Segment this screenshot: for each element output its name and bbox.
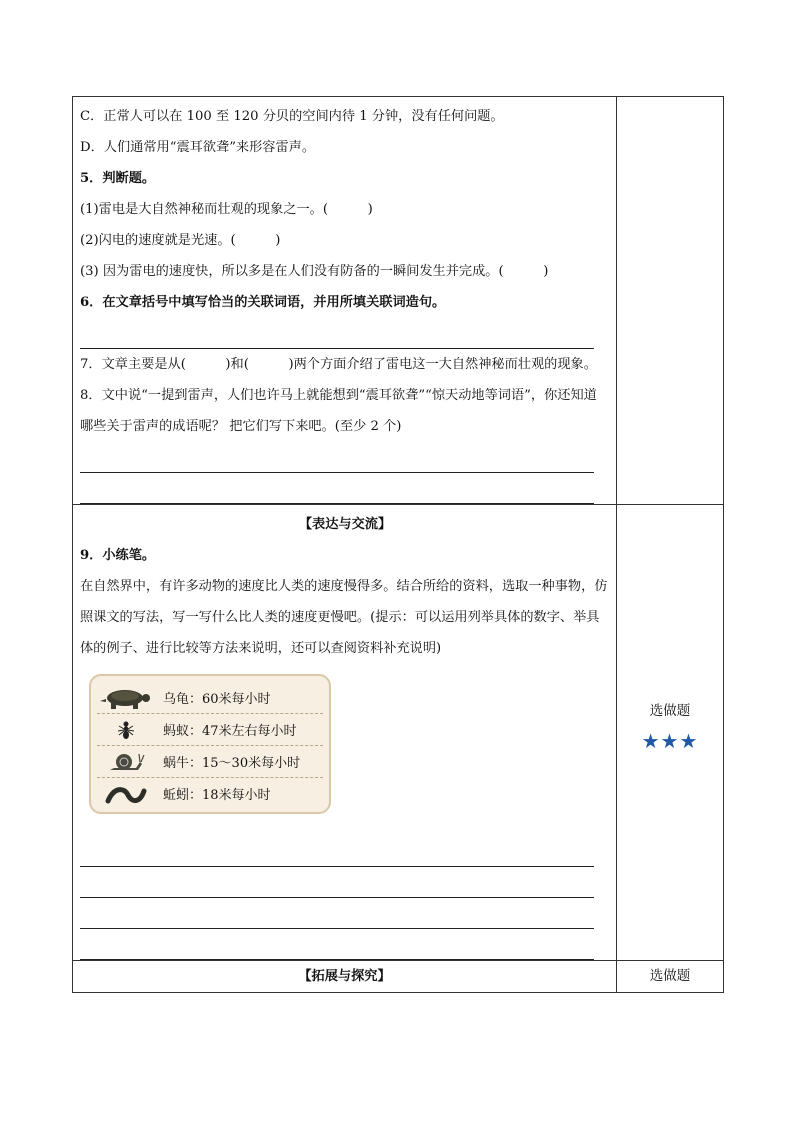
q5-item-3: (3) 因为雷电的速度快，所以多是在人们没有防备的一瞬间发生并完成。( ) bbox=[80, 264, 549, 279]
card-text-earthworm: 蚯蚓：18米每小时 bbox=[163, 788, 271, 803]
q9-answer-line-3[interactable] bbox=[80, 898, 594, 929]
q8-answer-line-2[interactable] bbox=[80, 473, 594, 504]
option-c: C．正常人可以在 100 至 120 分贝的空间内待 1 分钟，没有任何问题。 bbox=[80, 109, 504, 124]
q9-answer-line-4[interactable] bbox=[80, 929, 594, 960]
q8-answer-line-1[interactable] bbox=[80, 442, 594, 473]
card-row-turtle bbox=[97, 682, 323, 714]
worksheet-table bbox=[72, 96, 724, 993]
q5-item-2: (2)闪电的速度就是光速。( ) bbox=[80, 233, 281, 248]
card-text-snail: 蜗牛：15～30米每小时 bbox=[163, 756, 301, 771]
difficulty-stars: ★★★ bbox=[641, 729, 699, 753]
q9-answer-line-1[interactable] bbox=[80, 836, 594, 867]
q6-title: 6．在文章括号中填写恰当的关联词语，并用所填关联词造句。 bbox=[80, 295, 446, 310]
earthworm-icon bbox=[97, 780, 155, 808]
section-a-main bbox=[73, 97, 617, 505]
q9-text: 在自然界中，有许多动物的速度比人类的速度慢得多。结合所给的资料，选取一种事物，仿照课文的写法，写一写什么比人类的速度更慢吧。(提示：可以运用列举具体的数字、举具体的例子、进行比较等方法来说明，还可以查阅资料补充说明) bbox=[80, 579, 608, 656]
card-text-turtle: 乌龟：60米每小时 bbox=[163, 692, 271, 707]
optional-label-2: 选做题 bbox=[649, 968, 691, 984]
turtle-icon bbox=[97, 684, 155, 712]
card-row-ant bbox=[97, 714, 323, 746]
section-c-side bbox=[617, 961, 724, 993]
section-b-row bbox=[73, 505, 724, 961]
section-c-main bbox=[73, 961, 617, 993]
section-b-side bbox=[617, 505, 724, 961]
optional-label: 选做题 bbox=[649, 703, 691, 719]
option-d: D．人们通常用“震耳欲聋”来形容雷声。 bbox=[80, 140, 316, 155]
ant-icon bbox=[97, 716, 155, 744]
section-a-row bbox=[73, 97, 724, 505]
section-b-header: 【表达与交流】 bbox=[298, 517, 392, 532]
q9-answer-line-2[interactable] bbox=[80, 867, 594, 898]
card-row-earthworm bbox=[97, 778, 323, 809]
section-c-header: 【拓展与探究】 bbox=[298, 969, 391, 984]
q6-answer-line[interactable] bbox=[80, 318, 594, 349]
animal-speed-card bbox=[89, 674, 331, 814]
q8-text: 8．文中说“一提到雷声，人们也许马上就能想到“震耳欲聋”“惊天动地等词语”，你还知道哪些关于雷声的成语呢？ 把它们写下来吧。(至少 2 个) bbox=[80, 388, 597, 434]
card-text-ant: 蚂蚁：47米左右每小时 bbox=[163, 724, 297, 739]
card-row-snail bbox=[97, 746, 323, 778]
snail-icon bbox=[97, 748, 155, 776]
q9-title: 9．小练笔。 bbox=[80, 548, 156, 563]
section-a-side bbox=[617, 97, 724, 505]
section-c-row bbox=[73, 961, 724, 993]
q5-title: 5．判断题。 bbox=[80, 171, 156, 186]
q7-text: 7．文章主要是从( )和( )两个方面介绍了雷电这一大自然神秘而壮观的现象。 bbox=[80, 357, 597, 372]
section-b-main bbox=[73, 505, 617, 961]
q5-item-1: (1)雷电是大自然神秘而壮观的现象之一。( ) bbox=[80, 202, 373, 217]
